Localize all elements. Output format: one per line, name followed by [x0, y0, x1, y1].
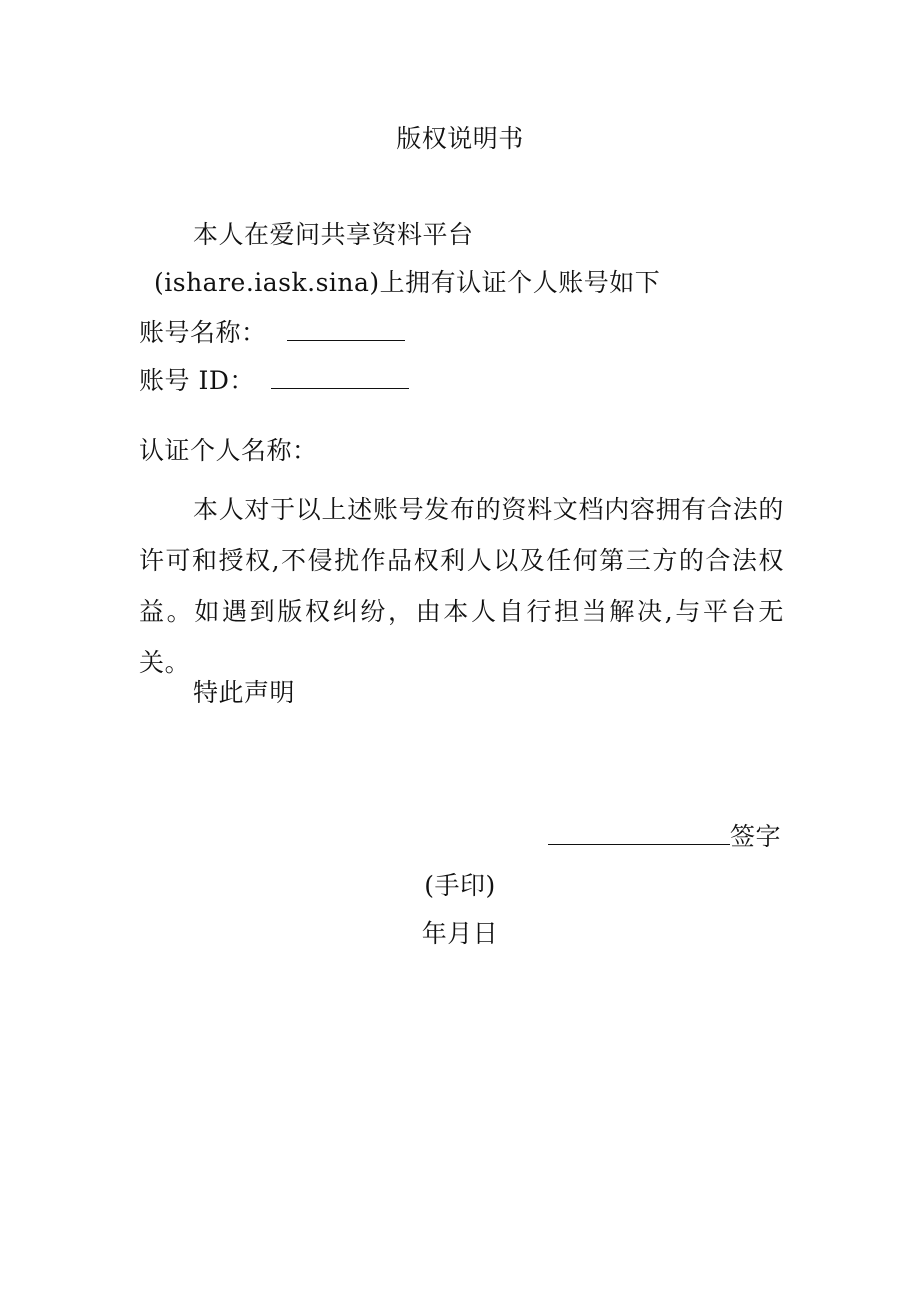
intro-line-1: 本人在爱问共享资料平台 — [193, 220, 474, 249]
handprint-label: (手印) — [424, 871, 496, 900]
date-label: 年月日 — [421, 919, 499, 948]
intro-line-2: (ishare.iask.sina)上拥有认证个人账号如下 — [154, 268, 661, 297]
account-name-blank — [287, 318, 405, 341]
account-id-row — [139, 366, 409, 396]
account-name-row — [139, 318, 405, 348]
certified-name-label: 认证个人名称： — [139, 436, 318, 465]
signature-row — [548, 822, 781, 852]
account-id-blank — [271, 366, 409, 389]
account-id-label: 账号 ID： — [139, 366, 255, 395]
closing-statement: 特此声明 — [193, 678, 296, 707]
signature-label: 签字 — [730, 822, 782, 851]
signature-blank — [548, 822, 730, 845]
declaration-paragraph: 本人对于以上述账号发布的资料文档内容拥有合法的许可和授权,不侵扰作品权利人以及任何第三方的合法权益。如遇到版权纠纷，由本人自行担当解决,与平台无关。 — [139, 495, 784, 677]
document-title: 版权说明书 — [396, 124, 524, 153]
account-name-label: 账号名称： — [139, 318, 267, 347]
